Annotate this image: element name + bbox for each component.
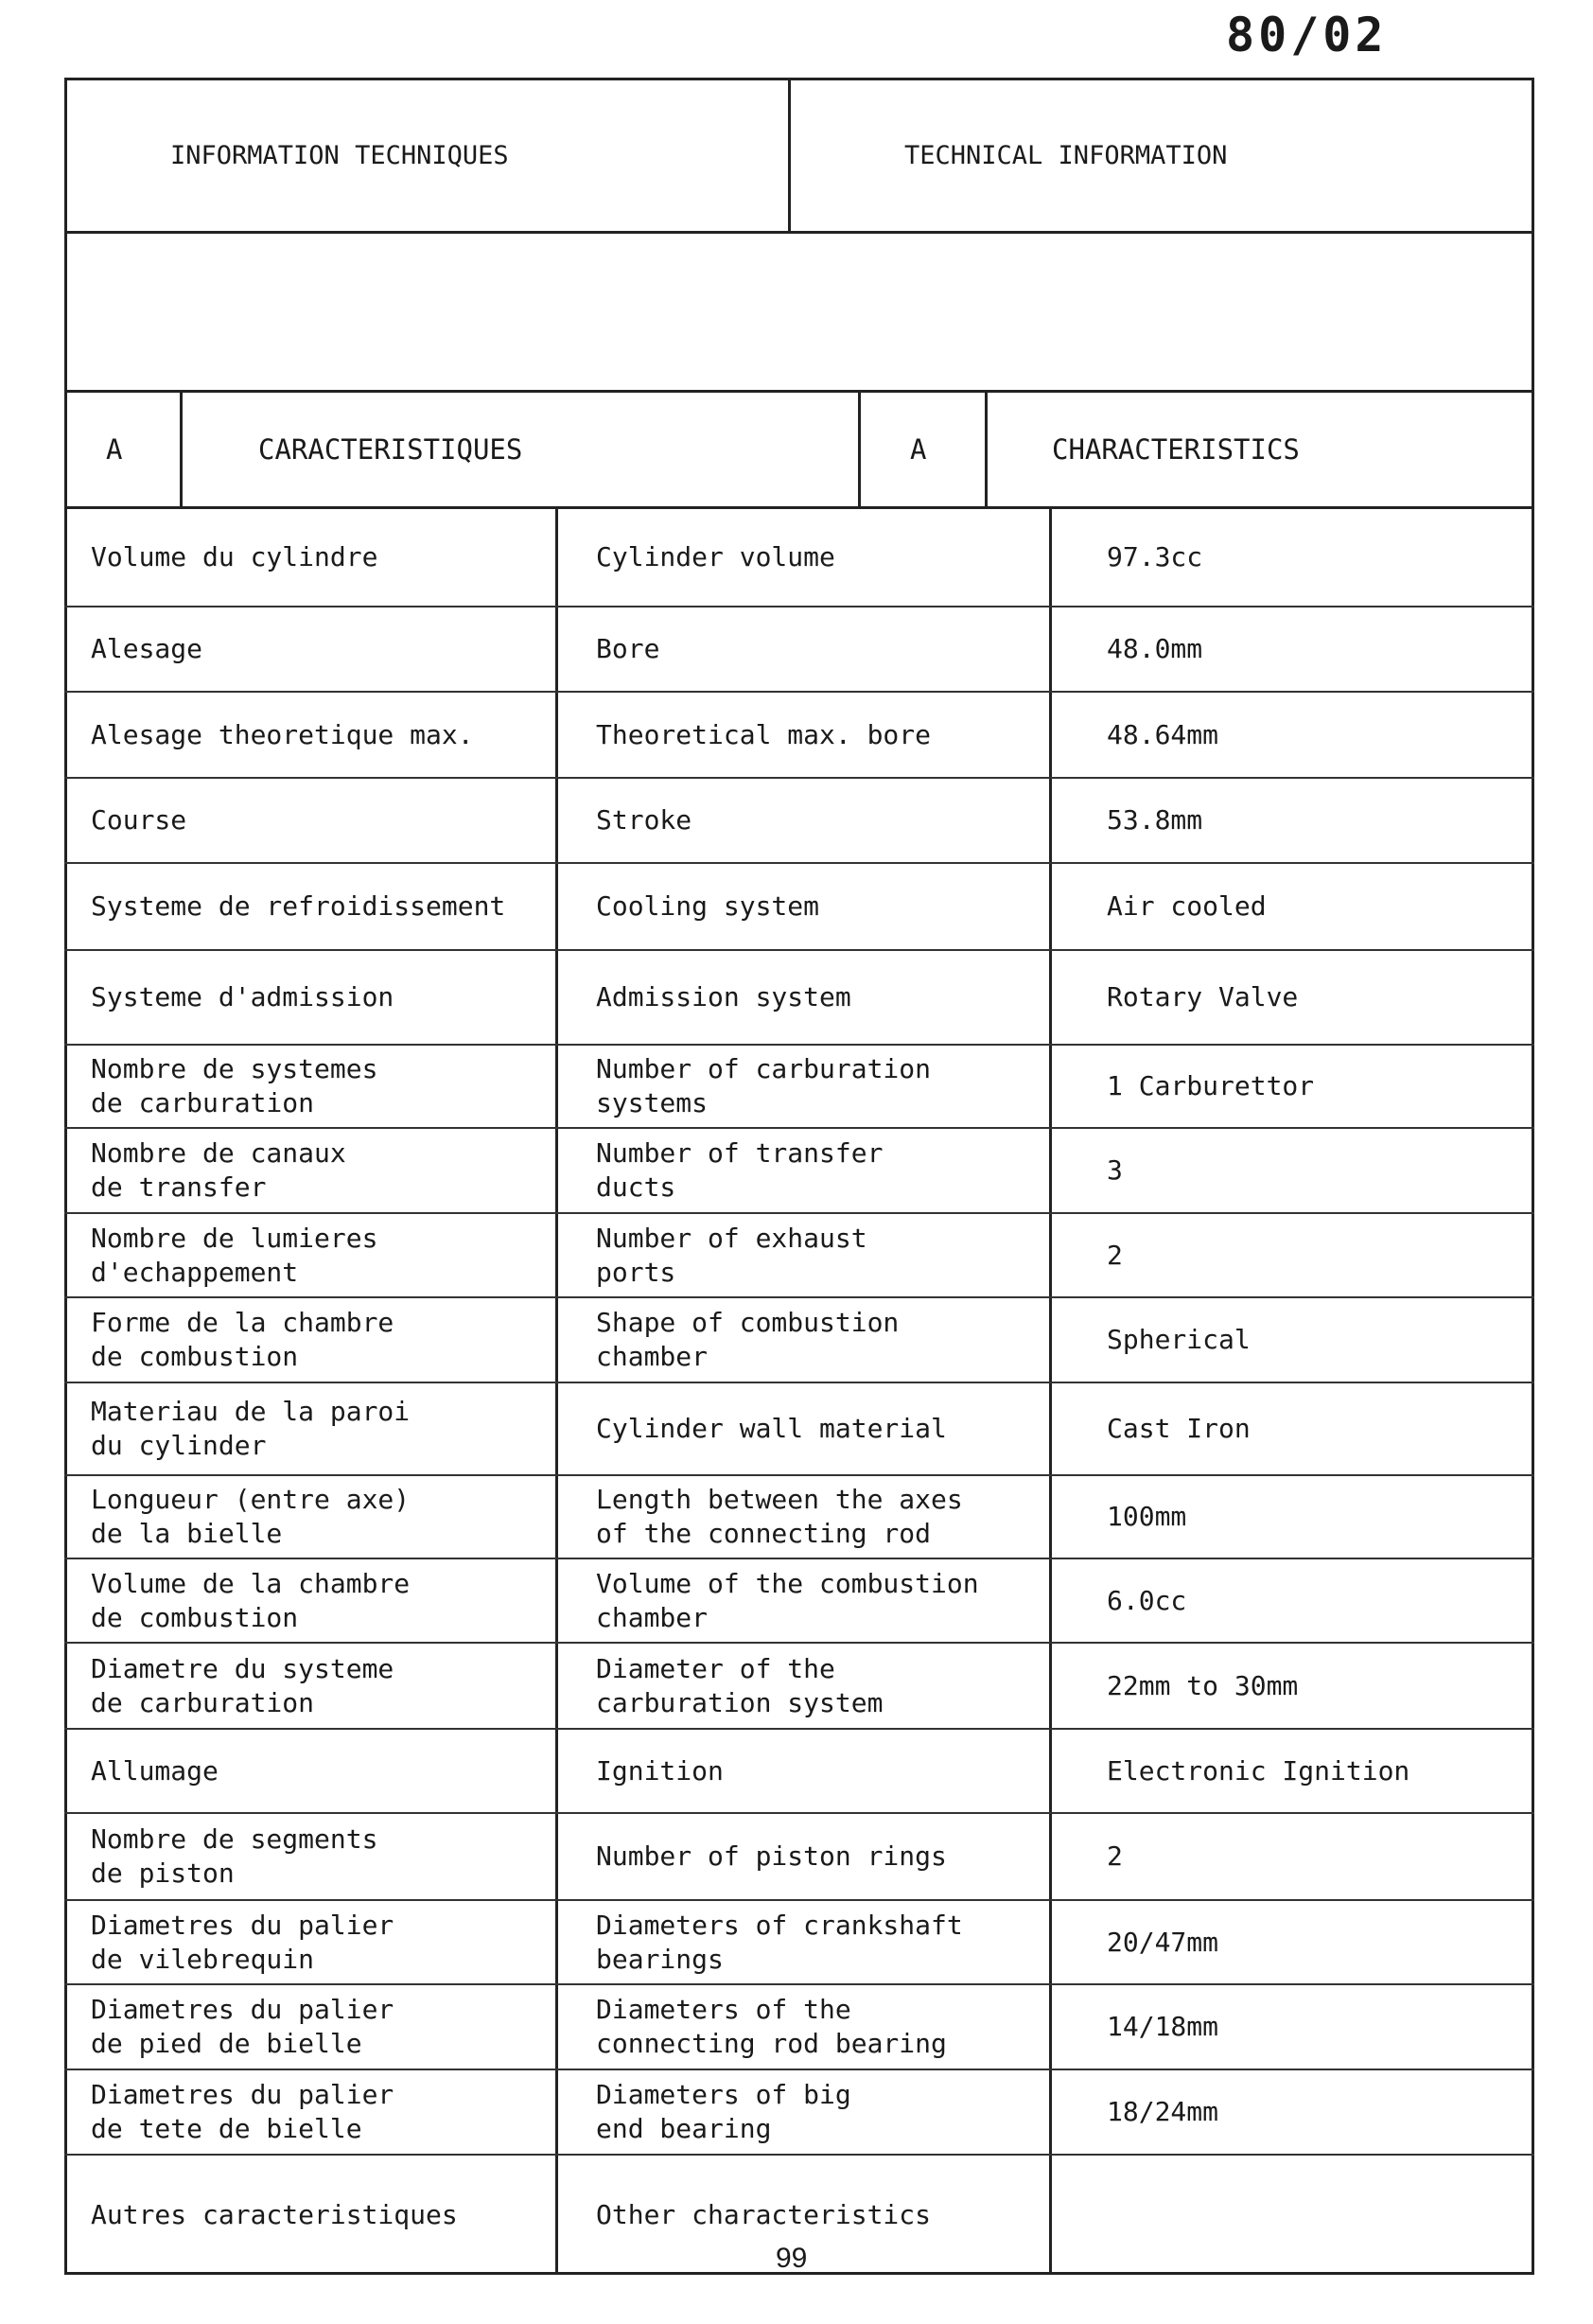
french-label: Nombre de systemes de carburation	[64, 1046, 558, 1127]
french-label: Systeme d'admission	[64, 951, 558, 1044]
value: Spherical	[1107, 1324, 1251, 1355]
header-title-english: TECHNICAL INFORMATION	[904, 141, 1228, 170]
english-label: Volume of the combustion chamber	[558, 1559, 1052, 1642]
english-label: Stroke	[558, 779, 1052, 862]
french-label: Diametre du systeme de carburation	[64, 1644, 558, 1728]
english-label: Number of piston rings	[558, 1814, 1052, 1899]
english-label: Diameters of big end bearing	[558, 2070, 1052, 2154]
english-label: Other characteristics	[558, 2156, 1052, 2275]
french-label: Course	[64, 779, 558, 862]
value: 2	[1107, 1239, 1123, 1271]
french-label: Longueur (entre axe) de la bielle	[64, 1476, 558, 1558]
table-row	[64, 1985, 1534, 2070]
value: 100mm	[1107, 1501, 1187, 1532]
french-label: Autres caracteristiques	[64, 2156, 558, 2275]
value: 6.0cc	[1107, 1584, 1187, 1616]
table-row	[64, 1814, 1534, 1901]
table-row	[64, 1901, 1534, 1985]
table-row	[64, 1730, 1534, 1814]
value: 22mm to 30mm	[1107, 1669, 1299, 1701]
section-letter-english: A	[861, 393, 988, 506]
value: 3	[1107, 1154, 1123, 1186]
table-row	[64, 509, 1534, 607]
value: Rotary Valve	[1107, 981, 1299, 1012]
table-row	[64, 1298, 1534, 1383]
document-number: 80/02	[1226, 8, 1388, 62]
french-label: Volume du cylindre	[64, 509, 558, 606]
value: Cast Iron	[1107, 1413, 1251, 1444]
french-label: Alesage	[64, 607, 558, 691]
value: Air cooled	[1107, 890, 1267, 922]
french-label: Materiau de la paroi du cylinder	[64, 1383, 558, 1474]
table-row	[64, 1046, 1534, 1129]
english-label: Shape of combustion chamber	[558, 1298, 1052, 1382]
blank-band	[64, 234, 1534, 393]
table-row	[64, 693, 1534, 779]
value: Electronic Ignition	[1107, 1754, 1410, 1787]
english-label: Cylinder volume	[558, 509, 1052, 606]
section-heading	[64, 393, 1534, 509]
value: 20/47mm	[1107, 1926, 1219, 1958]
header-title-french: INFORMATION TECHNIQUES	[64, 78, 791, 234]
characteristics-table	[64, 509, 1534, 2275]
french-label: Nombre de lumieres d'echappement	[64, 1214, 558, 1296]
english-label: Number of carburation systems	[558, 1046, 1052, 1127]
value: 2	[1107, 1840, 1123, 1872]
french-label: Diametres du palier de vilebrequin	[64, 1901, 558, 1983]
table-row	[64, 1214, 1534, 1298]
section-letter-french: A	[64, 393, 183, 506]
french-label: Diametres du palier de tete de bielle	[64, 2070, 558, 2154]
french-label: Volume de la chambre de combustion	[64, 1559, 558, 1642]
table-row	[64, 864, 1534, 951]
english-label: Cooling system	[558, 864, 1052, 949]
table-row	[64, 951, 1534, 1046]
english-label: Diameters of the connecting rod bearing	[558, 1985, 1052, 2069]
english-label: Ignition	[558, 1730, 1052, 1812]
english-label: Diameter of the carburation system	[558, 1644, 1052, 1728]
english-label: Number of transfer ducts	[558, 1129, 1052, 1212]
english-label: Length between the axes of the connecting rod	[558, 1476, 1052, 1558]
value: 97.3cc	[1107, 541, 1203, 572]
english-label: Cylinder wall material	[558, 1383, 1052, 1474]
english-label: Admission system	[558, 951, 1052, 1044]
value	[1052, 2156, 1534, 2275]
header	[64, 78, 1534, 234]
value: 48.64mm	[1107, 718, 1219, 750]
table-row	[64, 1383, 1534, 1476]
french-label: Alesage theoretique max.	[64, 693, 558, 777]
section-title-english: CHARACTERISTICS	[1052, 433, 1300, 466]
value: 18/24mm	[1107, 2096, 1219, 2127]
value: 53.8mm	[1107, 804, 1203, 836]
english-label: Bore	[558, 607, 1052, 691]
page-number: 99	[776, 2243, 808, 2274]
french-label: Nombre de canaux de transfer	[64, 1129, 558, 1212]
english-label: Diameters of crankshaft bearings	[558, 1901, 1052, 1983]
french-label: Systeme de refroidissement	[64, 864, 558, 949]
table-row	[64, 1476, 1534, 1559]
english-label: Theoretical max. bore	[558, 693, 1052, 777]
english-label: Number of exhaust ports	[558, 1214, 1052, 1296]
table-row	[64, 1644, 1534, 1730]
value: 14/18mm	[1107, 2011, 1219, 2042]
table-row	[64, 1559, 1534, 1644]
french-label: Forme de la chambre de combustion	[64, 1298, 558, 1382]
value: 1 Carburettor	[1107, 1070, 1315, 1101]
table-row	[64, 779, 1534, 864]
table-row	[64, 607, 1534, 693]
french-label: Allumage	[64, 1730, 558, 1812]
french-label: Nombre de segments de piston	[64, 1814, 558, 1899]
french-label: Diametres du palier de pied de bielle	[64, 1985, 558, 2069]
table-row	[64, 2070, 1534, 2156]
section-title-french: CARACTERISTIQUES	[183, 393, 861, 506]
table-row	[64, 1129, 1534, 1214]
value: 48.0mm	[1107, 633, 1203, 664]
